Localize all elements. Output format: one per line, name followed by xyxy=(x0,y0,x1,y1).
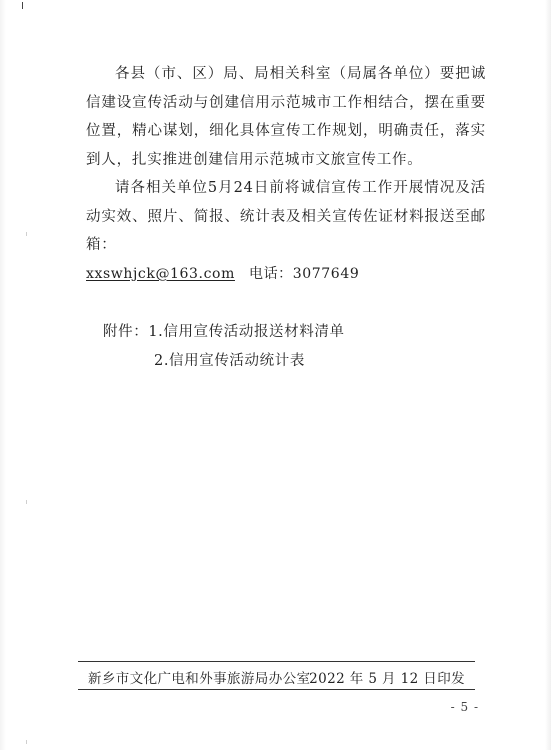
attachment-row-1 xyxy=(103,318,345,347)
scan-artifact-left-1 xyxy=(26,232,27,236)
contact-line xyxy=(86,260,486,289)
phone-label: 电话： xyxy=(248,265,293,282)
email-link[interactable]: xxswhjck@163.com xyxy=(86,265,235,282)
footer-date: 2022 年 5 月 12 日印发 xyxy=(309,671,465,687)
body-paragraph-1: 各县（市、区）局、局相关科室（局属各单位）要把诚信建设宣传活动与创建信用示范城市工作相结合，摆在重要位置，精心谋划，细化具体宣传工作规划，明确责任，落实到人，扎实推进创建信用示范城市文旅宣传工作。 xyxy=(86,66,486,168)
document-body xyxy=(86,60,486,288)
footer-issuer: 新乡市文化广电和外事旅游局办公室 xyxy=(88,671,311,687)
attachment-row-2 xyxy=(103,347,345,376)
attachment-item-1: 1.信用宣传活动报送材料清单 xyxy=(148,324,345,340)
issuance-footer xyxy=(78,661,475,690)
scan-artifact-left-2 xyxy=(26,500,27,504)
scan-artifact-left-3 xyxy=(26,740,27,744)
attachments-label: 附件： xyxy=(103,324,149,340)
attachment-item-2: 2.信用宣传活动统计表 xyxy=(154,353,305,369)
attachments-section xyxy=(103,318,345,376)
body-paragraph-2: 请各相关单位5月24日前将诚信宣传工作开展情况及活动实效、照片、简报、统计表及相关宣传佐证材料报送至邮箱： xyxy=(86,180,486,253)
page-number: - 5 - xyxy=(450,700,479,714)
scan-artifact-top xyxy=(22,2,23,9)
phone-number: 3077649 xyxy=(292,265,360,282)
